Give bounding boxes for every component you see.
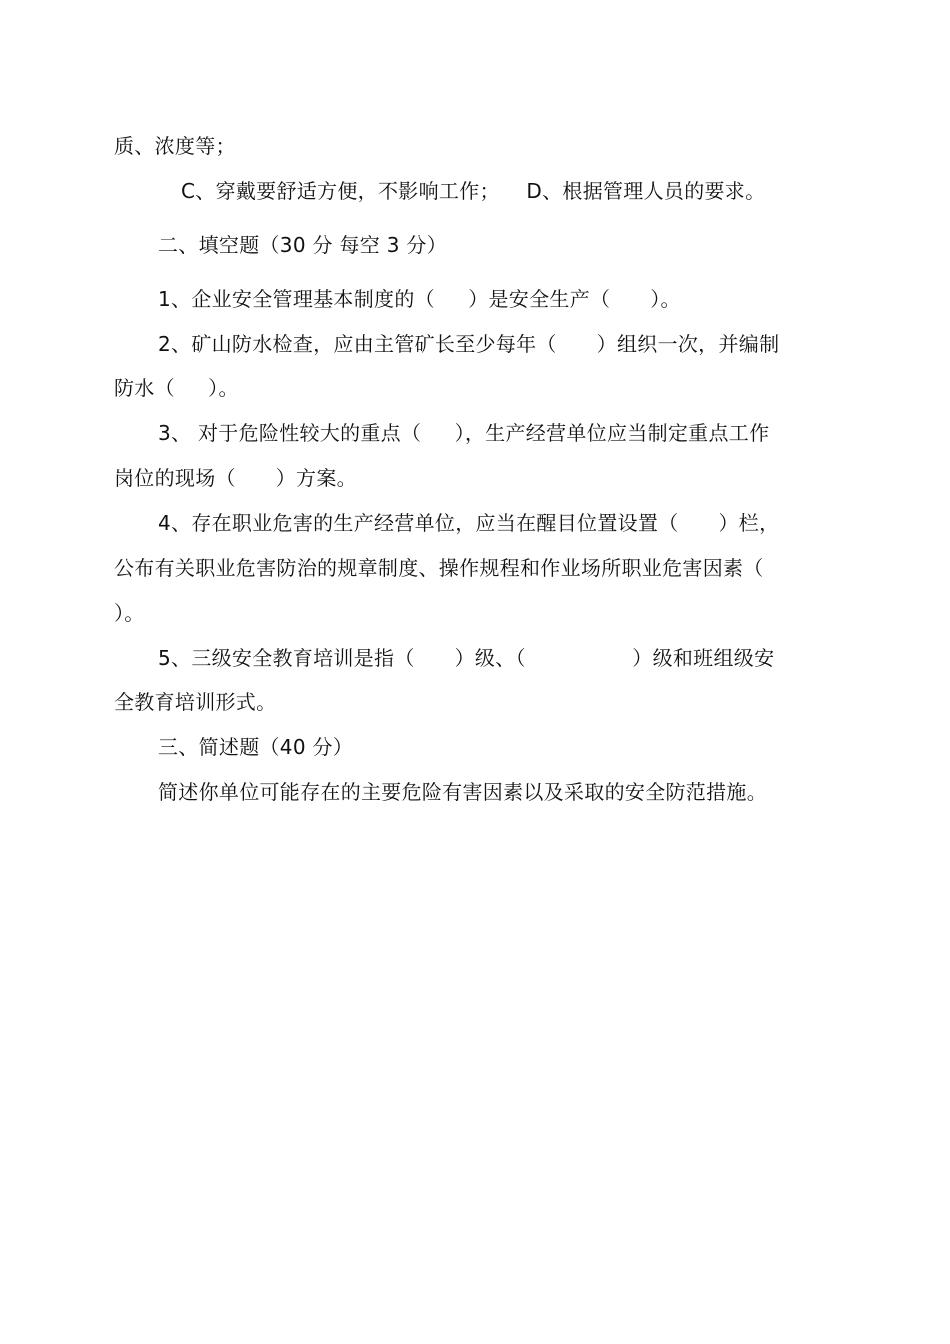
- text-line-options-c-d: C、穿戴要舒适方便，不影响工作； D、根据管理人员的要求。: [181, 179, 766, 203]
- question-3-continued: 岗位的现场（ ）方案。: [114, 466, 357, 490]
- short-answer-question: 简述你单位可能存在的主要危险有害因素以及采取的安全防范措施。: [158, 780, 767, 804]
- section-heading-fill-blank: 二、填空题（30 分 每空 3 分）: [158, 233, 448, 257]
- question-4-continued: 公布有关职业危害防治的规章制度、操作规程和作业场所职业危害因素（: [114, 556, 764, 580]
- question-3: 3、 对于危险性较大的重点（ ），生产经营单位应当制定重点工作: [158, 421, 770, 445]
- text-line-option-b-continued: 质、浓度等；: [114, 134, 236, 158]
- section-heading-short-answer: 三、简述题（40 分）: [158, 735, 354, 759]
- question-5: 5、三级安全教育培训是指（ ）级、（ ）级和班组级安: [158, 646, 775, 670]
- question-1: 1、企业安全管理基本制度的（ ）是安全生产（ ）。: [158, 287, 681, 311]
- question-5-continued: 全教育培训形式。: [114, 690, 277, 714]
- question-2-continued: 防水（ ）。: [114, 376, 239, 400]
- question-4: 4、存在职业危害的生产经营单位，应当在醒目位置设置（ ）栏，: [158, 511, 780, 535]
- question-4-end: ）。: [114, 601, 145, 625]
- question-2: 2、矿山防水检查，应由主管矿长至少每年（ ）组织一次，并编制: [158, 332, 780, 356]
